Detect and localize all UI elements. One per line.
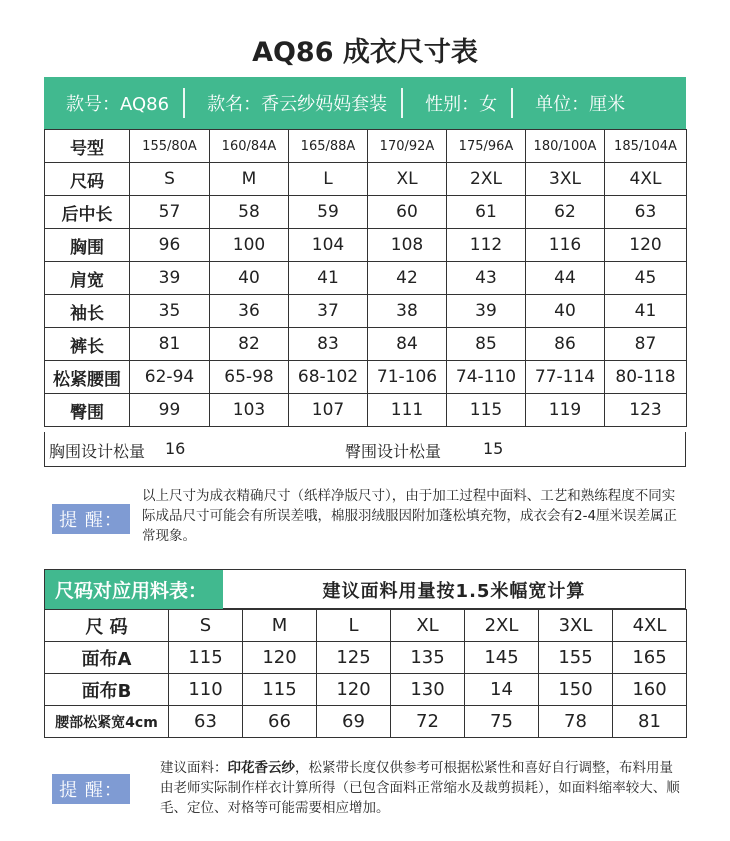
table-cell: S <box>130 163 210 196</box>
table-cell: 135 <box>391 642 465 674</box>
table-row <box>45 295 687 328</box>
table-cell: 104 <box>289 229 368 262</box>
table-cell: 75 <box>465 706 539 738</box>
table-cell: 78 <box>539 706 613 738</box>
table-cell: 165 <box>613 642 687 674</box>
table-cell: 165/88A <box>289 130 368 163</box>
table-cell: M <box>210 163 289 196</box>
row-header: 松紧腰围 <box>45 361 130 394</box>
table-cell: 39 <box>447 295 526 328</box>
style-number: 款号：AQ86 <box>66 94 170 115</box>
table-cell: 175/96A <box>447 130 526 163</box>
style-name: 款名：香云纱妈妈套装 <box>207 94 388 115</box>
table-cell: 61 <box>447 196 526 229</box>
size-header-cell: L <box>317 610 391 642</box>
table-cell: 185/104A <box>605 130 687 163</box>
table-cell: 123 <box>605 394 687 427</box>
row-header: 尺码 <box>45 163 130 196</box>
table-cell: 87 <box>605 328 687 361</box>
size-header-cell: S <box>169 610 243 642</box>
size-header-cell: 3XL <box>539 610 613 642</box>
row-header: 腰部松紧宽4cm <box>45 706 169 738</box>
table-row <box>45 229 687 262</box>
suggest-prefix: 建议面料： <box>160 760 228 776</box>
row-header: 面布A <box>45 642 169 674</box>
size-header-cell: 2XL <box>465 610 539 642</box>
table-cell: 72 <box>391 706 465 738</box>
table-cell: 96 <box>130 229 210 262</box>
fabric-width-note: 建议面料用量按1.5米幅宽计算 <box>322 580 586 602</box>
reminder-body: ，松紧带长度仅供参考可根据松紧性和喜好自行调整，布料用量由老师实际制作样衣计算所得（已包含面料正常缩水及裁剪损耗），如面料缩率较大、顺毛、定位、对格等可能需要相应增加。 <box>160 760 680 816</box>
table-cell: 4XL <box>605 163 687 196</box>
table-cell: 115 <box>243 674 317 706</box>
hip-allowance-value: 15 <box>483 439 504 458</box>
table-cell: 42 <box>368 262 447 295</box>
fabric-name: 印花香云纱 <box>227 760 295 776</box>
row-header: 胸围 <box>45 229 130 262</box>
table-cell: 125 <box>317 642 391 674</box>
table-cell: 62-94 <box>130 361 210 394</box>
row-header: 后中长 <box>45 196 130 229</box>
divider <box>511 88 513 118</box>
table-cell: 81 <box>130 328 210 361</box>
chest-allowance-label: 胸围设计松量 <box>49 442 146 461</box>
table-cell: 68-102 <box>289 361 368 394</box>
table-cell: 100 <box>210 229 289 262</box>
table-cell: 145 <box>465 642 539 674</box>
table-row <box>45 394 687 427</box>
table-cell: 65-98 <box>210 361 289 394</box>
table-cell: 35 <box>130 295 210 328</box>
table-cell: XL <box>368 163 447 196</box>
fabric-table <box>44 609 687 738</box>
table-cell: 111 <box>368 394 447 427</box>
table-cell: 83 <box>289 328 368 361</box>
table-cell: L <box>289 163 368 196</box>
table-cell: 41 <box>289 262 368 295</box>
table-cell: 120 <box>605 229 687 262</box>
gender: 性别：女 <box>425 94 498 115</box>
table-row <box>45 130 687 163</box>
table-cell: 180/100A <box>526 130 605 163</box>
size-table <box>44 129 687 427</box>
table-cell: 3XL <box>526 163 605 196</box>
table-cell: 119 <box>526 394 605 427</box>
table-cell: 99 <box>130 394 210 427</box>
table-header-row <box>45 610 687 642</box>
table-row <box>45 262 687 295</box>
table-row <box>45 706 687 738</box>
table-cell: 39 <box>130 262 210 295</box>
row-header: 裤长 <box>45 328 130 361</box>
table-cell: 62 <box>526 196 605 229</box>
table-cell: 44 <box>526 262 605 295</box>
product-info-bar <box>44 77 686 129</box>
table-cell: 77-114 <box>526 361 605 394</box>
table-cell: 108 <box>368 229 447 262</box>
page-title: AQ86 成衣尺寸表 <box>252 37 478 68</box>
fabric-table-tag: 尺码对应用料表： <box>45 570 223 609</box>
table-cell: 130 <box>391 674 465 706</box>
table-cell: 58 <box>210 196 289 229</box>
table-cell: 155 <box>539 642 613 674</box>
row-header: 尺 码 <box>45 610 169 642</box>
row-header: 面布B <box>45 674 169 706</box>
table-cell: 71-106 <box>368 361 447 394</box>
size-header-cell: 4XL <box>613 610 687 642</box>
table-cell: 81 <box>613 706 687 738</box>
divider <box>401 88 403 118</box>
unit: 单位：厘米 <box>535 94 626 115</box>
table-row <box>45 674 687 706</box>
table-cell: 57 <box>130 196 210 229</box>
table-cell: 69 <box>317 706 391 738</box>
table-row <box>45 163 687 196</box>
table-cell: 38 <box>368 295 447 328</box>
table-cell: 85 <box>447 328 526 361</box>
row-header: 号型 <box>45 130 130 163</box>
table-cell: 120 <box>243 642 317 674</box>
table-cell: 80-118 <box>605 361 687 394</box>
table-cell: 36 <box>210 295 289 328</box>
row-header: 袖长 <box>45 295 130 328</box>
table-cell: 116 <box>526 229 605 262</box>
table-row <box>45 361 687 394</box>
table-cell: 112 <box>447 229 526 262</box>
table-cell: 60 <box>368 196 447 229</box>
table-cell: 63 <box>169 706 243 738</box>
table-cell: 86 <box>526 328 605 361</box>
table-cell: 14 <box>465 674 539 706</box>
table-cell: 74-110 <box>447 361 526 394</box>
reminder-badge: 提 醒： <box>52 504 130 534</box>
table-cell: 40 <box>526 295 605 328</box>
design-allowance-row <box>44 432 686 467</box>
table-cell: 150 <box>539 674 613 706</box>
row-header: 肩宽 <box>45 262 130 295</box>
row-header: 臀围 <box>45 394 130 427</box>
chest-allowance-value: 16 <box>165 439 186 458</box>
table-cell: 66 <box>243 706 317 738</box>
size-header-cell: M <box>243 610 317 642</box>
reminder-badge: 提 醒： <box>52 774 130 804</box>
table-row <box>45 196 687 229</box>
reminder-text: 以上尺寸为成衣精确尺寸（纸样净版尺寸），由于加工过程中面料、工艺和熟练程度不同实际成品尺寸可能会有所误差哦，棉服羽绒服因附加蓬松填充物，成衣会有2-4厘米误差属正常现象。 <box>142 488 678 544</box>
table-cell: 110 <box>169 674 243 706</box>
table-cell: 82 <box>210 328 289 361</box>
table-cell: 160/84A <box>210 130 289 163</box>
table-cell: 115 <box>447 394 526 427</box>
table-cell: 43 <box>447 262 526 295</box>
table-cell: 40 <box>210 262 289 295</box>
table-cell: 115 <box>169 642 243 674</box>
table-cell: 37 <box>289 295 368 328</box>
divider <box>183 88 185 118</box>
reminder-text <box>160 758 686 818</box>
table-cell: 103 <box>210 394 289 427</box>
table-cell: 63 <box>605 196 687 229</box>
size-header-cell: XL <box>391 610 465 642</box>
table-cell: 155/80A <box>130 130 210 163</box>
fabric-header <box>44 569 686 609</box>
table-cell: 59 <box>289 196 368 229</box>
table-cell: 84 <box>368 328 447 361</box>
table-cell: 2XL <box>447 163 526 196</box>
table-cell: 107 <box>289 394 368 427</box>
hip-allowance-label: 臀围设计松量 <box>345 442 442 461</box>
table-cell: 41 <box>605 295 687 328</box>
table-row <box>45 642 687 674</box>
table-cell: 45 <box>605 262 687 295</box>
table-row <box>45 328 687 361</box>
table-cell: 160 <box>613 674 687 706</box>
table-cell: 120 <box>317 674 391 706</box>
table-cell: 170/92A <box>368 130 447 163</box>
